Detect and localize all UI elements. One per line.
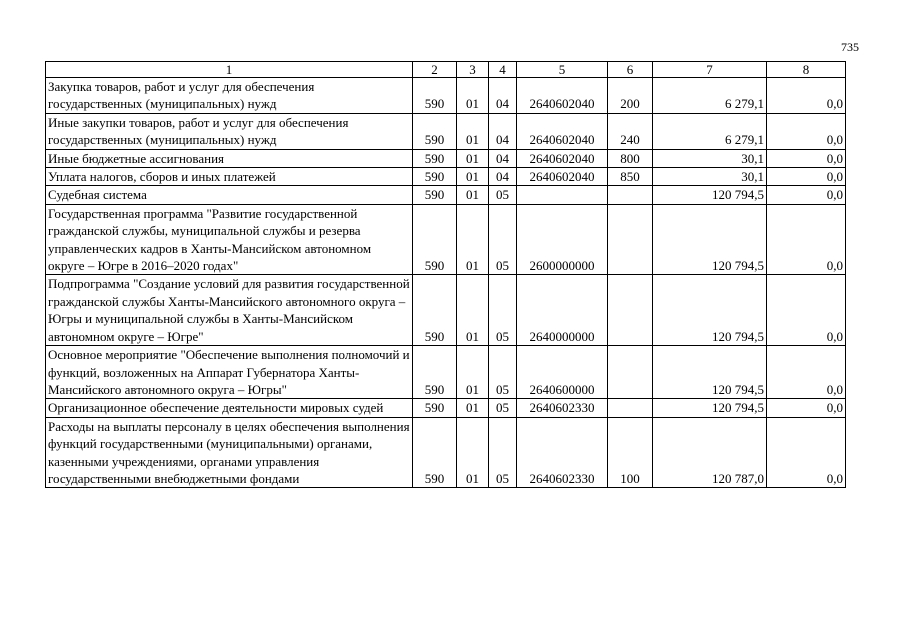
table-row (46, 346, 846, 399)
admin-code-cell: 590 (413, 275, 457, 346)
admin-code-cell: 590 (413, 186, 457, 204)
section-cell: 01 (457, 275, 489, 346)
target-article-cell: 2640602040 (517, 168, 608, 186)
section-cell: 01 (457, 399, 489, 417)
amount-2-cell: 0,0 (767, 186, 846, 204)
header-cell: 3 (457, 62, 489, 78)
amount-2-cell: 0,0 (767, 168, 846, 186)
target-article-cell: 2640602330 (517, 399, 608, 417)
expense-type-cell: 200 (608, 78, 653, 114)
expense-type-cell: 240 (608, 113, 653, 149)
section-cell: 01 (457, 149, 489, 167)
expense-type-cell (608, 399, 653, 417)
admin-code-cell: 590 (413, 417, 457, 488)
admin-code-cell: 590 (413, 168, 457, 186)
amount-cell: 6 279,1 (653, 113, 767, 149)
amount-cell: 30,1 (653, 149, 767, 167)
admin-code-cell: 590 (413, 78, 457, 114)
amount-cell: 120 794,5 (653, 399, 767, 417)
subsection-cell: 05 (489, 399, 517, 417)
target-article-cell (517, 186, 608, 204)
subsection-cell: 04 (489, 168, 517, 186)
item-name-cell: Государственная программа "Развитие государственной гражданской службы, муниципальной службы и резерва управленческих кадров в Ханты-Мансийском автономном округе – Югре в 2016–2020 годах" (46, 204, 413, 275)
section-cell: 01 (457, 186, 489, 204)
section-cell: 01 (457, 168, 489, 186)
amount-cell: 120 794,5 (653, 275, 767, 346)
amount-2-cell: 0,0 (767, 113, 846, 149)
target-article-cell: 2600000000 (517, 204, 608, 275)
table-row (46, 204, 846, 275)
table-row (46, 417, 846, 488)
amount-cell: 120 794,5 (653, 346, 767, 399)
admin-code-cell: 590 (413, 149, 457, 167)
amount-cell: 120 794,5 (653, 204, 767, 275)
page-number: 735 (841, 40, 859, 54)
amount-2-cell: 0,0 (767, 417, 846, 488)
amount-2-cell: 0,0 (767, 275, 846, 346)
item-name-cell: Иные бюджетные ассигнования (46, 149, 413, 167)
amount-cell: 30,1 (653, 168, 767, 186)
table-row (46, 275, 846, 346)
subsection-cell: 05 (489, 275, 517, 346)
header-cell: 7 (653, 62, 767, 78)
admin-code-cell: 590 (413, 204, 457, 275)
expense-type-cell (608, 186, 653, 204)
target-article-cell: 2640602040 (517, 78, 608, 114)
item-name-cell: Подпрограмма "Создание условий для развития государственной гражданской службы Ханты-Мансийского автономного округа – Югры и муниципальной службы в Ханты-Мансийском автономном округе – Югре" (46, 275, 413, 346)
target-article-cell: 2640602330 (517, 417, 608, 488)
expense-type-cell: 100 (608, 417, 653, 488)
table-header-row (46, 62, 846, 78)
expense-type-cell (608, 346, 653, 399)
admin-code-cell: 590 (413, 399, 457, 417)
section-cell: 01 (457, 78, 489, 114)
subsection-cell: 05 (489, 417, 517, 488)
budget-table (45, 61, 846, 488)
header-cell: 5 (517, 62, 608, 78)
section-cell: 01 (457, 113, 489, 149)
subsection-cell: 05 (489, 204, 517, 275)
amount-2-cell: 0,0 (767, 149, 846, 167)
target-article-cell: 2640000000 (517, 275, 608, 346)
target-article-cell: 2640602040 (517, 149, 608, 167)
subsection-cell: 05 (489, 186, 517, 204)
item-name-cell: Судебная система (46, 186, 413, 204)
table-row (46, 168, 846, 186)
subsection-cell: 04 (489, 149, 517, 167)
target-article-cell: 2640602040 (517, 113, 608, 149)
table-row (46, 186, 846, 204)
subsection-cell: 04 (489, 78, 517, 114)
section-cell: 01 (457, 204, 489, 275)
expense-type-cell (608, 204, 653, 275)
expense-type-cell: 850 (608, 168, 653, 186)
amount-cell: 6 279,1 (653, 78, 767, 114)
expense-type-cell (608, 275, 653, 346)
table-row (46, 399, 846, 417)
item-name-cell: Расходы на выплаты персоналу в целях обеспечения выполнения функций государственными (муниципальными) органами, казенными учреждениями, органами управления государственными внебюджетными фондами (46, 417, 413, 488)
item-name-cell: Закупка товаров, работ и услуг для обеспечения государственных (муниципальных) нужд (46, 78, 413, 114)
table-row (46, 149, 846, 167)
amount-2-cell: 0,0 (767, 78, 846, 114)
table-row (46, 113, 846, 149)
section-cell: 01 (457, 346, 489, 399)
expense-type-cell: 800 (608, 149, 653, 167)
admin-code-cell: 590 (413, 113, 457, 149)
target-article-cell: 2640600000 (517, 346, 608, 399)
table-row (46, 78, 846, 114)
header-cell: 1 (46, 62, 413, 78)
amount-2-cell: 0,0 (767, 204, 846, 275)
header-cell: 4 (489, 62, 517, 78)
subsection-cell: 04 (489, 113, 517, 149)
amount-2-cell: 0,0 (767, 346, 846, 399)
amount-cell: 120 794,5 (653, 186, 767, 204)
amount-2-cell: 0,0 (767, 399, 846, 417)
amount-cell: 120 787,0 (653, 417, 767, 488)
subsection-cell: 05 (489, 346, 517, 399)
item-name-cell: Уплата налогов, сборов и иных платежей (46, 168, 413, 186)
item-name-cell: Основное мероприятие "Обеспечение выполнения полномочий и функций, возложенных на Аппарат Губернатора Ханты-Мансийского автономного округа – Югры" (46, 346, 413, 399)
header-cell: 2 (413, 62, 457, 78)
admin-code-cell: 590 (413, 346, 457, 399)
section-cell: 01 (457, 417, 489, 488)
item-name-cell: Организационное обеспечение деятельности мировых судей (46, 399, 413, 417)
item-name-cell: Иные закупки товаров, работ и услуг для обеспечения государственных (муниципальных) нужд (46, 113, 413, 149)
header-cell: 8 (767, 62, 846, 78)
header-cell: 6 (608, 62, 653, 78)
